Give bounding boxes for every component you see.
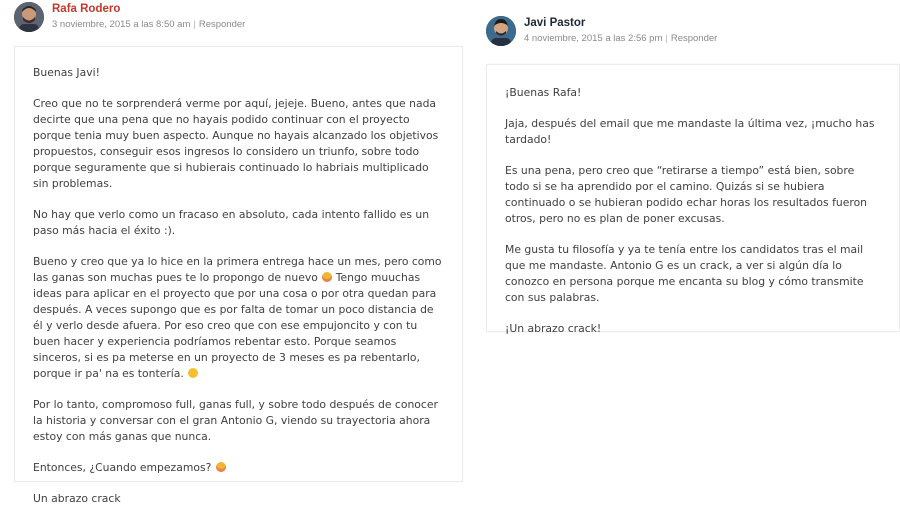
comment-paragraph: No hay que verlo como un fracaso en absoluto, cada intento fallido es un paso más hacia el éxito :). bbox=[33, 208, 430, 237]
comment-paragraph: Un abrazo crack bbox=[33, 492, 121, 505]
comment-rafa-rodero bbox=[14, 0, 463, 505]
comment-author[interactable]: Javi Pastor bbox=[524, 17, 586, 29]
comment-javi-pastor bbox=[486, 14, 900, 335]
comment-paragraph bbox=[33, 254, 444, 382]
reply-link[interactable]: Responder bbox=[670, 33, 718, 44]
comment-body bbox=[486, 64, 900, 335]
comment-date[interactable]: 3 noviembre, 2015 a las 8:50 am bbox=[52, 19, 191, 30]
tongue-emoji-icon bbox=[322, 272, 332, 282]
comment-paragraph: Me gusta tu filosofía y ya te tenía entre los candidatos tras el mail que me mandaste. Antonio G es un crack, a ver si algún día lo conozco en persona porque me encanta su blog y cómo transmite con sus palabras. bbox=[505, 243, 864, 304]
comment-header bbox=[486, 14, 900, 54]
comment-meta bbox=[524, 33, 717, 44]
comment-text: Bueno y creo que ya lo hice en la primera entrega hace un mes, pero como las ganas son muchas pues te lo propongo de nuevo bbox=[33, 255, 442, 284]
comment-paragraph: ¡Buenas Rafa! bbox=[505, 86, 582, 99]
meta-separator: | bbox=[193, 19, 196, 30]
comment-paragraph: ¡Un abrazo crack! bbox=[505, 322, 602, 335]
comment-author[interactable]: Rafa Rodero bbox=[52, 3, 121, 15]
comment-paragraph: Es una pena, pero creo que “retirarse a tiempo” está bien, sobre todo si se ha aprendido por el camino. Quizás si se hubiera continuado o se hubieran podido echar horas los resultados fueron otros, pero no es plan de poner excusas. bbox=[505, 164, 868, 225]
comment-paragraph: Jaja, después del email que me mandaste la última vez, ¡mucho has tardado! bbox=[505, 117, 875, 146]
meta-separator: | bbox=[665, 33, 668, 44]
reply-link[interactable]: Responder bbox=[198, 19, 246, 30]
comment-paragraph: Por lo tanto, compromoso full, ganas full, y sobre todo después de conocer la historia y conversar con el gran Antonio G, viendo su trayectoria ahora estoy con más ganas que nunca. bbox=[33, 398, 438, 443]
avatar[interactable] bbox=[14, 2, 44, 32]
comment-body bbox=[14, 46, 463, 505]
comment-text: Entonces, ¿Cuando empezamos? bbox=[33, 461, 212, 474]
comment-date[interactable]: 4 noviembre, 2015 a las 2:56 pm bbox=[524, 33, 663, 44]
comment-paragraph: Creo que no te sorprenderá verme por aquí, jejeje. Bueno, antes que nada decirte que una pena que no hayais podido continuar con el proyecto porque tenia muy buen aspecto. Aunque no hayais alcanzado los objetivos propuestos, conseguir esos ingresos lo considero un triunfo, sobre todo porque seguramente que si hubierais continuado lo habriais multiplicado sin problemas. bbox=[33, 97, 439, 190]
comment-paragraph bbox=[33, 460, 444, 476]
comment-paragraph: Buenas Javi! bbox=[33, 66, 100, 79]
comment-meta bbox=[52, 19, 245, 30]
comment-text: Tengo muuchas ideas para aplicar en el proyecto que por una cosa o por otra quedan para después. A veces supongo que es por falta de tomar un poco distancia de él y verlo desde afuera. Por eso creo que con ese empujoncito y con tu buen hacer y experiencia podríamos rebentar esto. Porque seamos sinceros, si es pa meterse en un proyecto de 3 meses es pa rebentarlo, porque ir pa' na es tontería. bbox=[33, 271, 437, 380]
comment-header bbox=[14, 0, 463, 40]
smile-emoji-icon bbox=[188, 368, 198, 378]
tongue-emoji-icon bbox=[216, 462, 226, 472]
avatar[interactable] bbox=[486, 16, 516, 46]
